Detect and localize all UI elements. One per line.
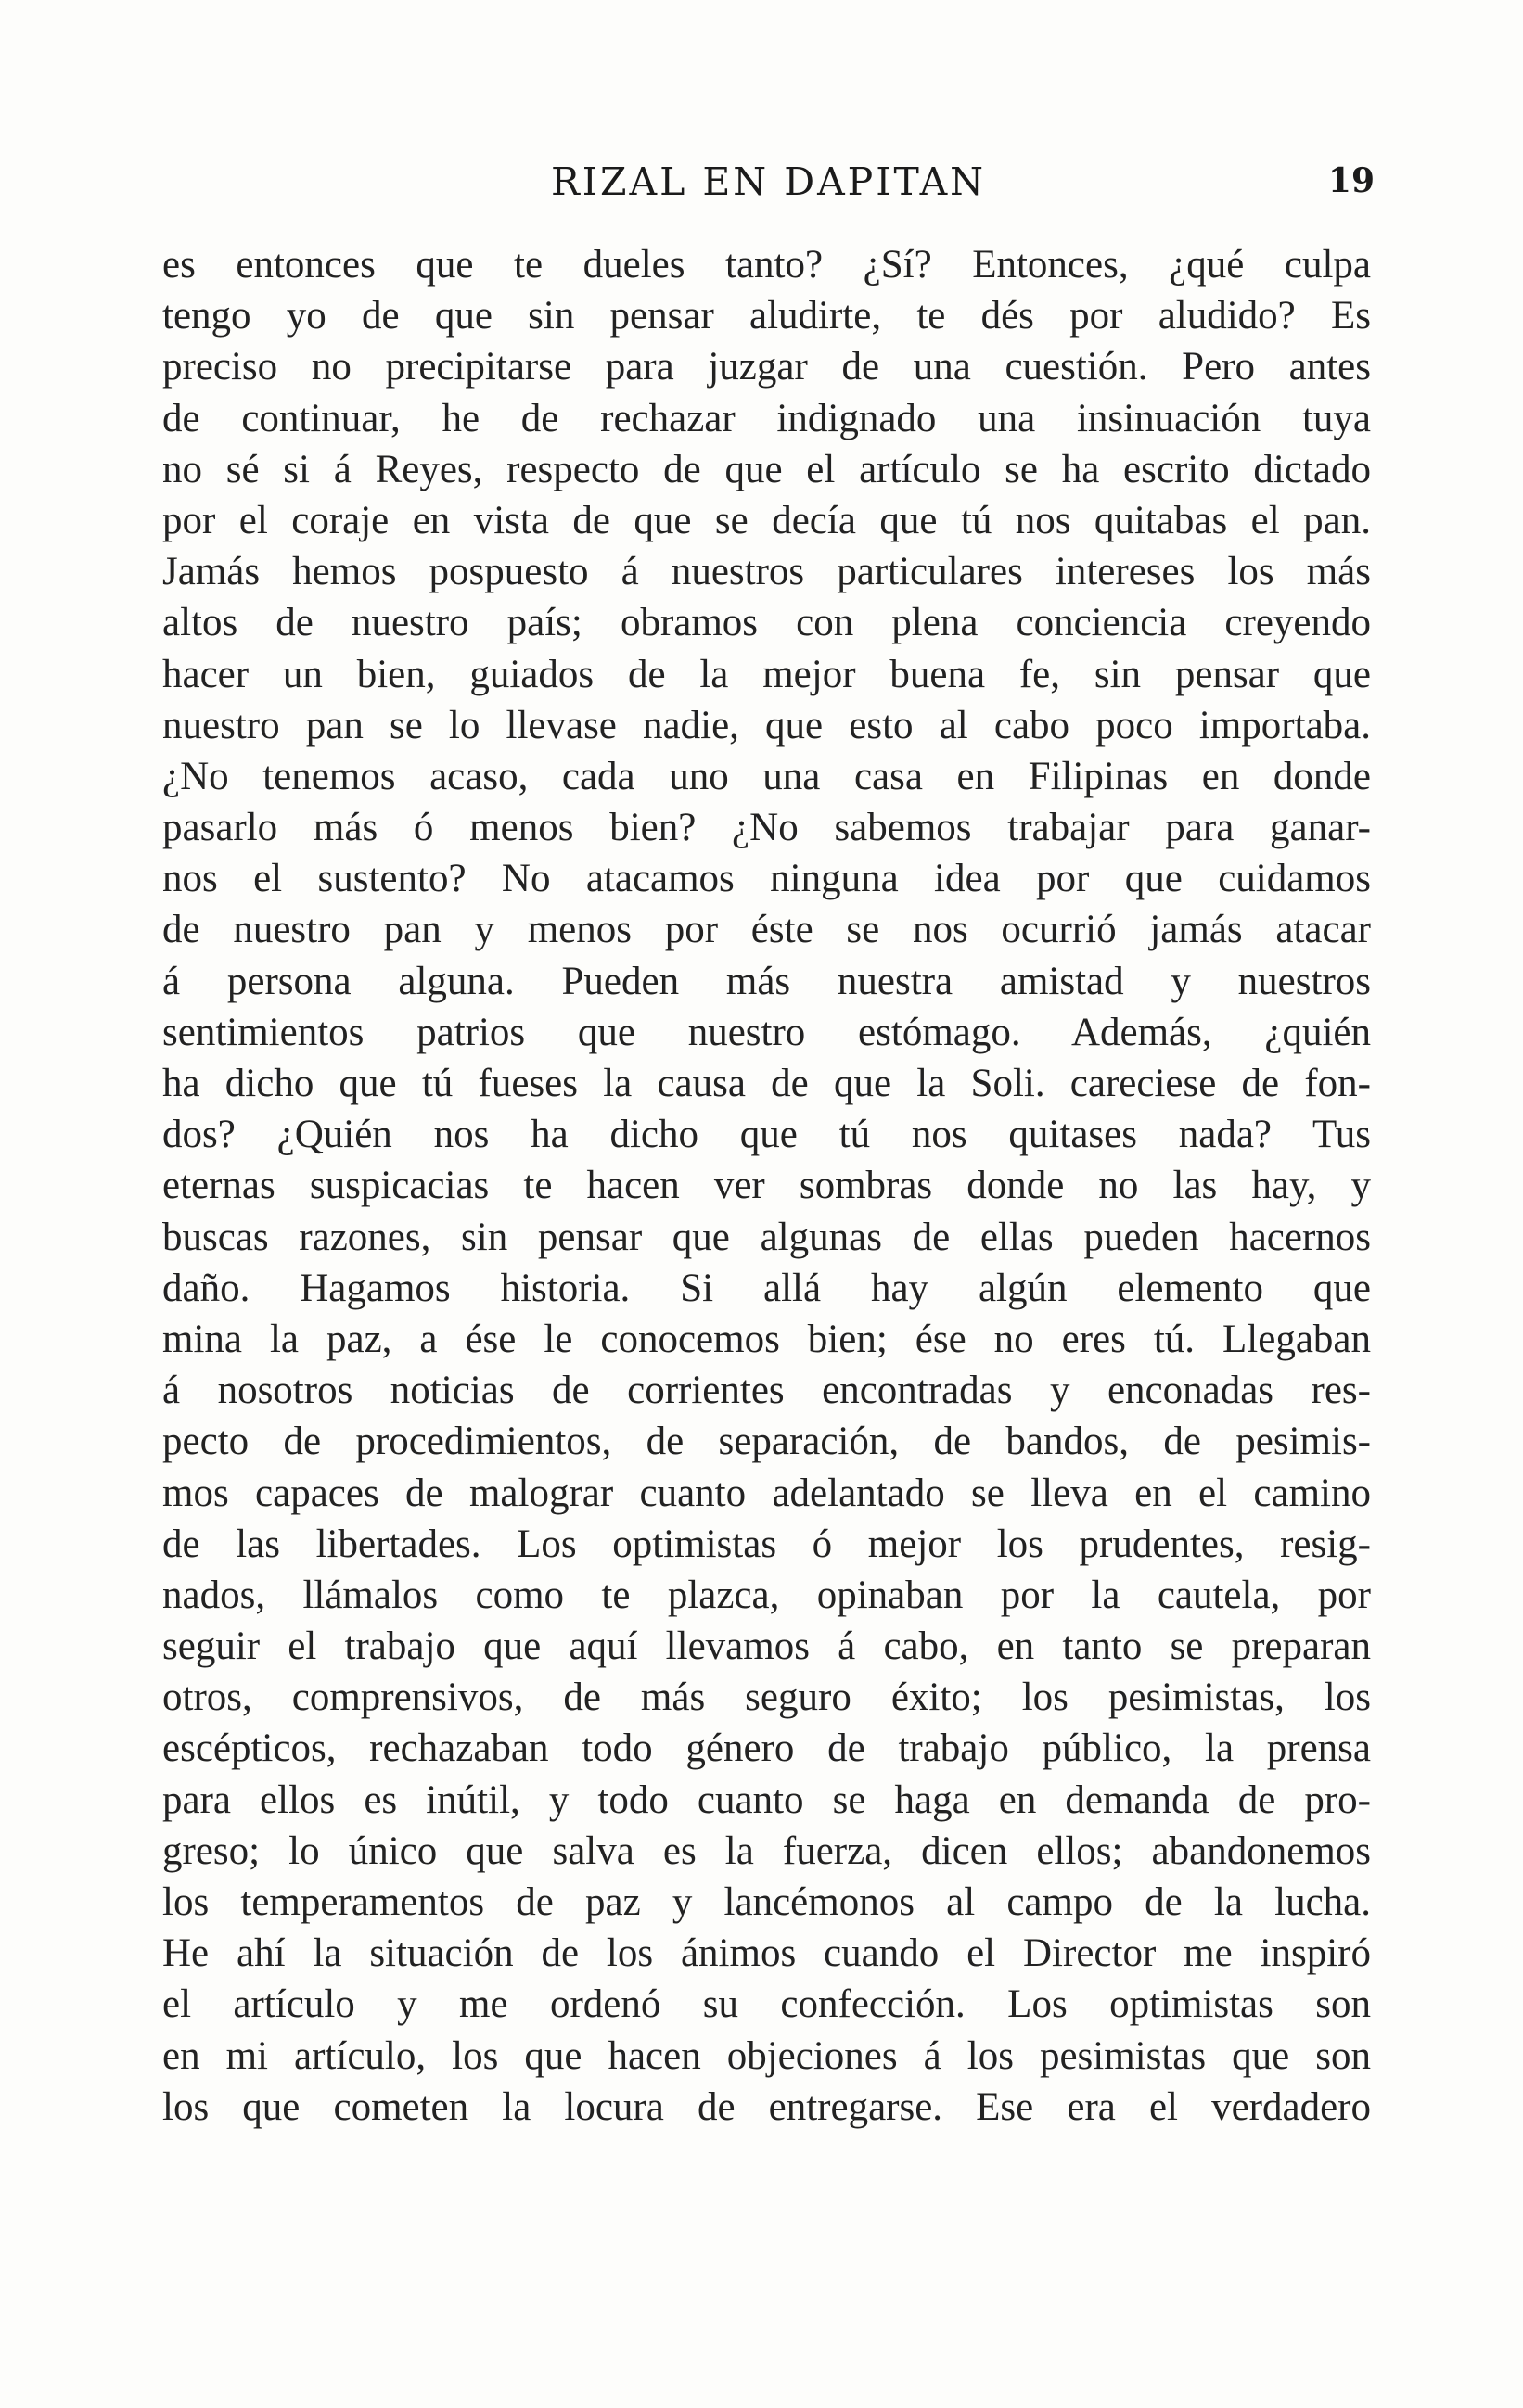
text-line: mos capaces de malograr cuanto adelantado se lleva en el camino bbox=[162, 1471, 1371, 1515]
text-line: mina la paz, a ése le conocemos bien; ése no eres tú. Llegaban bbox=[162, 1317, 1371, 1361]
text-line: seguir el trabajo que aquí llevamos á cabo, en tanto se preparan bbox=[162, 1624, 1371, 1669]
text-line: preciso no precipitarse para juzgar de una cuestión. Pero antes bbox=[162, 345, 1371, 389]
text-line: sentimientos patrios que nuestro estómago. Además, ¿quién bbox=[162, 1010, 1371, 1054]
text-line: buscas razones, sin pensar que algunas de ellas pueden hacernos bbox=[162, 1215, 1371, 1259]
text-line: nos el sustento? No atacamos ninguna idea por que cuidamos bbox=[162, 857, 1371, 901]
text-line: Jamás hemos pospuesto á nuestros particulares intereses los más bbox=[162, 550, 1371, 594]
text-line: el artículo y me ordenó su confección. Los optimistas son bbox=[162, 1982, 1371, 2027]
text-line: de nuestro pan y menos por éste se nos ocurrió jamás atacar bbox=[162, 908, 1371, 952]
text-line: nuestro pan se lo llevase nadie, que esto al cabo poco importaba. bbox=[162, 703, 1371, 747]
text-line: daño. Hagamos historia. Si allá hay algún elemento que bbox=[162, 1266, 1371, 1310]
text-line: escépticos, rechazaban todo género de trabajo público, la prensa bbox=[162, 1726, 1371, 1771]
text-line: eternas suspicacias te hacen ver sombras donde no las hay, y bbox=[162, 1164, 1371, 1208]
running-title: RIZAL EN DAPITAN bbox=[550, 159, 987, 204]
text-line: los temperamentos de paz y lancémonos al campo de la lucha. bbox=[162, 1880, 1371, 1924]
text-line: pecto de procedimientos, de separación, de bandos, de pesimis- bbox=[162, 1420, 1371, 1464]
text-line: pasarlo más ó menos bien? ¿No sabemos trabajar para ganar- bbox=[162, 806, 1371, 850]
text-line: tengo yo de que sin pensar aludirte, te dés por aludido? Es bbox=[162, 294, 1371, 338]
text-line: greso; lo único que salva es la fuerza, dicen ellos; abandonemos bbox=[162, 1828, 1371, 1873]
text-line: á persona alguna. Pueden más nuestra amistad y nuestros bbox=[162, 959, 1371, 1003]
text-line: de las libertades. Los optimistas ó mejor los prudentes, resig- bbox=[162, 1522, 1371, 1566]
text-line: dos? ¿Quién nos ha dicho que tú nos quitases nada? Tus bbox=[162, 1113, 1371, 1157]
text-line: de continuar, he de rechazar indignado una insinuación tuya bbox=[162, 396, 1371, 440]
page-number: 19 bbox=[1327, 161, 1375, 200]
text-line: nados, llámalos como te plazca, opinaban por la cautela, por bbox=[162, 1573, 1371, 1617]
body-text bbox=[162, 239, 1371, 2133]
text-line: ha dicho que tú fueses la causa de que la Soli. careciese de fon- bbox=[162, 1062, 1371, 1105]
text-line: por el coraje en vista de que se decía que tú nos quitabas el pan. bbox=[162, 498, 1371, 542]
text-line: no sé si á Reyes, respecto de que el artículo se ha escrito dictado bbox=[162, 447, 1371, 491]
text-line: es entonces que te dueles tanto? ¿Sí? Entonces, ¿qué culpa bbox=[162, 243, 1371, 287]
text-line: He ahí la situación de los ánimos cuando el Director me inspiró bbox=[162, 1931, 1371, 1976]
text-line: hacer un bien, guiados de la mejor buena fe, sin pensar que bbox=[162, 652, 1371, 696]
text-line: altos de nuestro país; obramos con plena conciencia creyendo bbox=[162, 601, 1371, 645]
text-line: otros, comprensivos, de más seguro éxito; los pesimistas, los bbox=[162, 1675, 1371, 1720]
text-line: ¿No tenemos acaso, cada uno una casa en Filipinas en donde bbox=[162, 754, 1371, 798]
text-line: á nosotros noticias de corrientes encontradas y enconadas res- bbox=[162, 1369, 1371, 1413]
text-line: en mi artículo, los que hacen objeciones á los pesimistas que son bbox=[162, 2033, 1371, 2078]
text-line: para ellos es inútil, y todo cuanto se haga en demanda de pro- bbox=[162, 1777, 1371, 1822]
running-head bbox=[162, 159, 1375, 215]
text-line: los que cometen la locura de entregarse. Ese era el verdadero bbox=[162, 2084, 1371, 2129]
